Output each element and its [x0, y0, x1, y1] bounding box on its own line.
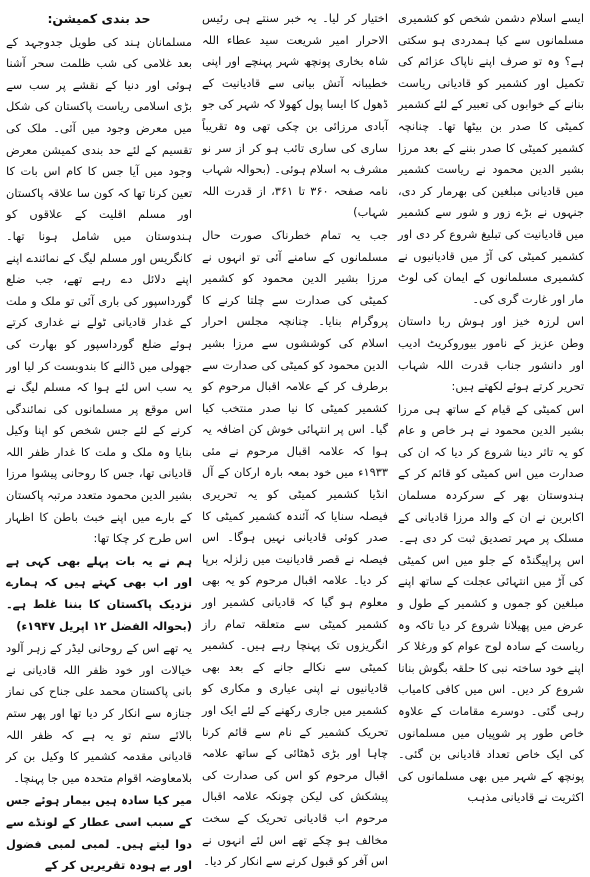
paragraph: مسلمانان ہند کی طویل جدوجہد کے بعد غلامی کی شب ظلمت سحر آشنا ہوئی اور دنیا کے نقشے پر سب سے بڑی اسلامی ریاست پاکستان کی شکل میں معرض وجود میں آئی۔ ملک کی تقسیم کے لئے حد بندی کمیشن معرض وجود میں آیا جس کا کام اس بات کا تعین کرنا تھا کہ کون سا علاقہ پاکستان اور مسلم اقلیت کے علاقوں کو ہندوستان میں شامل ہونا تھا۔ کانگریس اور مسلم لیگ کے نمائندے اپنے اپنے دلائل دے رہے تھے، جب ضلع گورداسپور کی باری آئی تو ملک و ملت کے غدار قادیانی ٹولے نے غداری کرتے ہوئے ضلع گورداسپور کو بھارت کی جھولی میں ڈالنے کا بندوبست کر لیا اور یہ سب اس لئے ہوا کہ مسلم لیگ نے اس موقع پر مسلمانوں کی نمائندگی کرنے کے لئے جس شخص کو اپنا وکیل بنایا وہ ملک و ملت کا غدار ظفر اللہ قادیانی تھا، جس کا روحانی پیشوا مرزا بشیر الدین محمود متعدد مرتبہ پاکستان کے بارے میں اپنے خبث باطن کا اظہار اس طرح کر چکا تھا: — [6, 34, 192, 546]
paragraph: اختیار کر لیا۔ یہ خبر سنتے ہی رئیس الاحرار امیر شریعت سید عطاء اللہ شاہ بخاری پونچھ شہر پہنچے اور اپنی خطیبانہ آتش بیانی سے قادیانیت کے ڈھول کا ایسا پول کھولا کہ شہر کی جو آبادی مرزائی بن چکی تھی وہ تقریباً ساری کی ساری تائب ہو کر از سر نو مشرف بہ اسلام ہوئی۔ (بحوالہ شہاب نامہ صفحہ ۳۶۰ تا ۳۶۱، از قدرت اللہ شہاب) — [202, 11, 388, 220]
paragraph: یہ تھے اس کے روحانی لیڈر کے زہر آلود خیالات اور خود ظفر اللہ قادیانی نے بانی پاکستان محمد علی جناح کی نماز جنازہ سے انکار کر دیا تھا اور پھر ستم بالائے ستم تو یہ ہے کہ ظفر اللہ قادیانی مقدمہ کشمیر کا وکیل بن کر بلامعاوضہ اقوام متحدہ میں جا پہنچا۔ — [6, 641, 192, 785]
quotation: ہم نے یہ بات پہلے بھی کہی ہے اور اب بھی کہتے ہیں کہ ہمارے نزدیک پاکستان کا بننا غلط ہے۔ (بحوالہ الفضل ۱۲ اپریل ۱۹۴۷ء) — [6, 553, 192, 633]
section-heading: حد بندی کمیشن: — [47, 11, 151, 26]
column-left — [6, 8, 192, 873]
paragraph: ایسے اسلام دشمن شخص کو کشمیری مسلمانوں سے کیا ہمدردی ہو سکتی ہے؟ وہ تو صرف اپنے ناپاک عزائم کی تکمیل اور کشمیر کو قادیانی ریاست بنانے کے خوابوں کی تعبیر کے لئے کشمیر کمیٹی کا صدر بن بیٹھا تھا۔ چنانچہ کشمیر کمیٹی کا صدر بننے کے بعد مرزا بشیر الدین محمود نے ریاست کشمیر میں قادیانی مبلغین کی بھرمار کر دی، جنہوں نے بڑے زور و شور سے کشمیر میں قادیانیت کی تبلیغ شروع کر دی اور کشمیر کمیٹی کی آڑ میں قادیانیوں نے کشمیری مسلمانوں کے ایمان کی لوٹ مار اور غارت گری کی۔ — [398, 11, 584, 306]
paragraph: جب یہ تمام خطرناک صورت حال مسلمانوں کے سامنے آئی تو انہوں نے مرزا بشیر الدین محمود کو کشمیر کمیٹی کی صدارت سے چلتا کرنے کا پروگرام بنایا۔ چنانچہ مجلس احرار اسلام کی کوششوں سے مرزا بشیر الدین محمود کو کمیٹی کی صدارت سے برطرف کر کے علامہ اقبال مرحوم کو کشمیر کمیٹی کا نیا صدر منتخب کیا گیا۔ اس پر انتہائی خوش کن اضافہ یہ ہوا کہ علامہ اقبال مرحوم نے مئی ۱۹۳۳ء میں خود بمعہ بارہ ارکان کے آل انڈیا کشمیر کمیٹی کو یہ تحریری فیصلہ سنایا کہ آئندہ کشمیر کمیٹی کا صدر کوئی قادیانی نہیں ہوگا۔ اس فیصلہ نے قصر قادیانیت میں زلزلہ برپا کر دیا۔ علامہ اقبال مرحوم کو یہ بھی معلوم ہو گیا کہ قادیانی کشمیر اور کشمیر کمیٹی سے متعلقہ تمام راز انگریزوں تک پہنچا رہے ہیں۔ کشمیر کمیٹی سے نکالے جانے کے بعد بھی قادیانیوں نے اپنی عیاری و مکاری کو کشمیر میں جاری رکھنے کے لئے ایک اور تحریک کشمیر کے نام سے قائم کرنا چاہا اور بڑی ڈھٹائی کے ساتھ علامہ اقبال مرحوم کو اس کی صدارت کی پیشکش کی لیکن چونکہ علامہ اقبال مرحوم اب قادیانی تحریک کے سخت مخالف ہو چکے تھے اس لئے انہوں نے اس آفر کو قبول کرنے سے انکار کر دیا۔ — [202, 227, 388, 869]
paragraph: اس لرزہ خیز اور ہوش ربا داستان وطن عزیز کے نامور بیوروکریٹ ادیب اور دانشور جناب قدرت اللہ شہاب تحریر کرتے ہوئے لکھتے ہیں: — [398, 314, 584, 394]
column-right — [398, 8, 584, 805]
verse: میر کیا سادہ ہیں بیمار ہوئے جس کے سبب اسی عطار کے لونڈے سے دوا لیتے ہیں۔ لمبی لمبی فضول اور بے ہودہ تقریریں کر کے — [6, 793, 192, 873]
paragraph: اس کمیٹی کے قیام کے ساتھ ہی مرزا بشیر الدین محمود نے ہر خاص و عام کو یہ تاثر دینا شروع کر دیا کہ ان کی صدارت میں اس کمیٹی کو قائم کر کے ہندوستان بھر کے سرکردہ مسلمان اکابرین نے ان کے والد مرزا قادیانی کے مسلک پر مہر تصدیق ثبت کر دی ہے۔ اس پراپیگنڈہ کے جلو میں اس کمیٹی کی آڑ میں انتہائی عجلت کے ساتھ اپنے مبلغین کو جموں و کشمیر کے طول و عرض میں پھیلانا شروع کر دیا تاکہ وہ ریاست کے سادہ لوح عوام کو ورغلا کر اپنے خود ساختہ نبی کا حلقہ بگوش بنانا شروع کر دیں۔ اس میں کافی کامیاب رہی گئی۔ دوسرے مقامات کے علاوہ خاص طور پر شوپیاں میں مسلمانوں کی ایک خاص تعداد قادیانی بن گئی۔ پونچھ کے شہر میں بھی مسلمانوں کی اکثریت نے قادیانی مذہب — [398, 401, 584, 805]
column-middle — [202, 8, 388, 869]
